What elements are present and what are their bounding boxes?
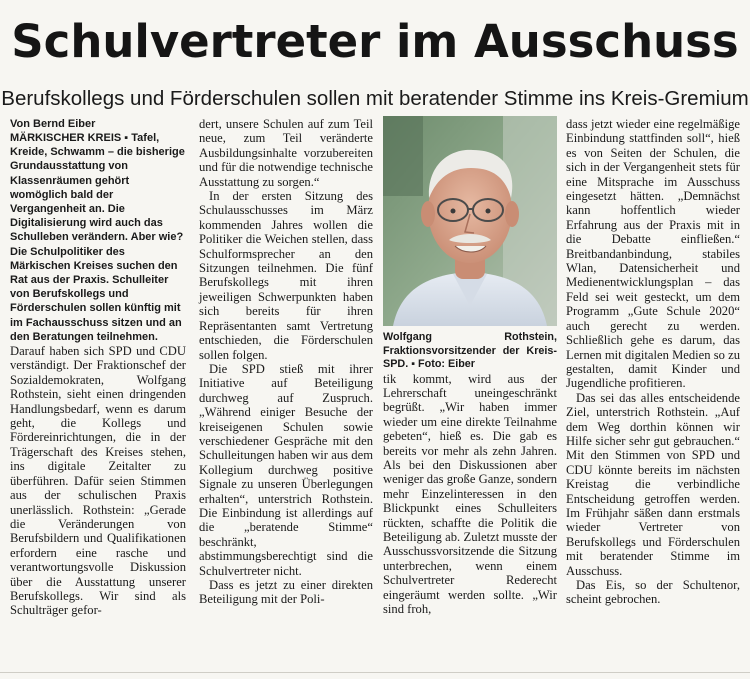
headline: Schulvertreter im Ausschuss: [11, 15, 739, 68]
article-column-2: [199, 117, 373, 607]
portrait-photo: [383, 116, 557, 326]
body-paragraph: Dass es jetzt zu einer direkten Beteiligung mit der Poli-: [199, 578, 373, 607]
article-column-3: [383, 116, 557, 616]
lead-paragraph: [10, 131, 186, 344]
dateline-bullet: ▪: [124, 132, 129, 144]
photo-credit: ▪ Foto: Eiber: [411, 358, 476, 370]
body-paragraph: Das sei das alles entscheidende Ziel, unterstrich Rothstein. „Auf dem Weg dorthin können wir Hilfe sicher sehr gut gebrauchen.“ Mit den Stimmen von SPD und CDU könnte bereits im nächsten Kreistag die verbindliche Entscheidung getroffen werden. Im Frühjahr säßen dann erstmals wieder Vertreter von Berufskollegs und Förderschulen mit beratender Stimme im Ausschuss.: [566, 390, 740, 578]
body-paragraph: In der ersten Sitzung des Schulausschusses im März kommenden Jahres wollen die Politiker die Weichen stellen, dass Schulformsprecher an den Sitzungen teilnehmen. Die fünf Berufskollegs mit ihren jeweiligen Schwerpunkten haben sich bereits für ihren Repräsentanten samt Vertretung entschieden, die Förderschulen sollen folgen.: [199, 189, 373, 362]
photo-caption: [383, 331, 557, 372]
body-paragraph: tik kommt, wird aus der Lehrerschaft uneingeschränkt begrüßt. „Wir haben immer wieder um eine direkte Teilnahme gebeten“, hieß es. Die gab es bereits vor mehr als zehn Jahren. Als bei den Diskussionen aber weniger das große Ganze, sondern mehr Einzelinteressen in den Blickpunkt eines Schulleiters rückten, schaffte die Politik die Beteiligung ab. Zuletzt musste der Ausschussvorsitzende die Sitzung unterbrechen, wenn einem Schulvertreter Rederecht eingeräumt werden sollte. „Wir sind froh,: [383, 371, 557, 616]
bottom-divider: [0, 672, 750, 673]
lead-text: Tafel, Kreide, Schwamm – die bisherige Grundausstattung von Klassenräumen gehört womöglich bald der Vergangenheit an. Die Digitalisierung wird auch das Schulleben verändern. Aber wie? Die Schulpolitiker des Märkischen Kreises suchen den Rat aus der Praxis. Schulleiter von Berufskollegs und Förderschulen sollen künftig mit im Fachausschuss sitzen und an den Beratungen teilnehmen.: [10, 132, 185, 343]
body-paragraph: dass jetzt wieder eine regelmäßige Einbindung stattfinden soll“, hieß es von Seiten der Schulen, die sich in der Vergangenheit stets für eine Mitsprache im Ausschuss eingesetzt hätten. „Demnächst kann hoffentlich wieder Erfahrung aus der Praxis mit in die Debatte einfließen.“ Breitbandanbindung, stabiles Wlan, Datensicherheit und Medienentwicklungsplan – das Feld sei weit gesteckt, um dem Programm „Gute Schule 2020“ auch gerecht zu werden. Schließlich gehe es darum, das Lernen mit digitalen Medien so zu gestalten, damit Kinder und Jugendliche profitieren.: [566, 117, 740, 391]
subheadline: Berufskollegs und Förderschulen sollen mit beratender Stimme ins Kreis-Gremium: [1, 87, 749, 110]
caption-text: Wolfgang Rothstein, Fraktionsvorsitzender der Kreis-SPD.: [383, 331, 557, 370]
body-paragraph: Die SPD stieß mit ihrer Initiative auf Beteiligung durchweg auf Zuspruch. „Während einiger Besuche der kreiseigenen Schulen sowie verschiedener Gespräche mit den Schulleitungen haben wir aus dem Kollegium durchweg positive Signale zu unseren Überlegungen erhalten“, unterstrich Rothstein. Die Einbindung ist allerdings auf die „beratende Stimme“ beschränkt, abstimmungsberechtigt sind die Schulvertreter nicht.: [199, 361, 373, 578]
article-column-4: [566, 117, 740, 607]
dateline-place: MÄRKISCHER KREIS: [10, 132, 122, 144]
byline: Von Bernd Eiber: [10, 118, 96, 130]
body-paragraph: dert, unsere Schulen auf zum Teil neue, zum Teil veränderte Ausbildungsinhalte vorzubereiten und für die notwendige technische Ausstattung zu sorgen.“: [199, 117, 373, 189]
body-paragraph: Darauf haben sich SPD und CDU verständigt. Der Fraktionschef der Sozialdemokraten, Wolfgang Rothstein, sieht einen dringenden Handlungsbedarf, wenn es darum geht, die Kollegs und Fördereinrichtungen, die in der Trägerschaft des Kreises stehen, ins digitale Zeitalter zu überführen. Dafür seien Stimmen aus der schulischen Praxis unerlässlich. Rothstein: „Gerade die Veränderungen von Berufsbildern und Qualifikationen erfordern eine rasche und verantwortungsvolle Diskussion über die Ausstattung unserer Berufskollegs. Wir sind als Schulträger gefor-: [10, 344, 186, 618]
body-paragraph: Das Eis, so der Schultenor, scheint gebrochen.: [566, 578, 740, 607]
article-column-1: [10, 117, 186, 618]
